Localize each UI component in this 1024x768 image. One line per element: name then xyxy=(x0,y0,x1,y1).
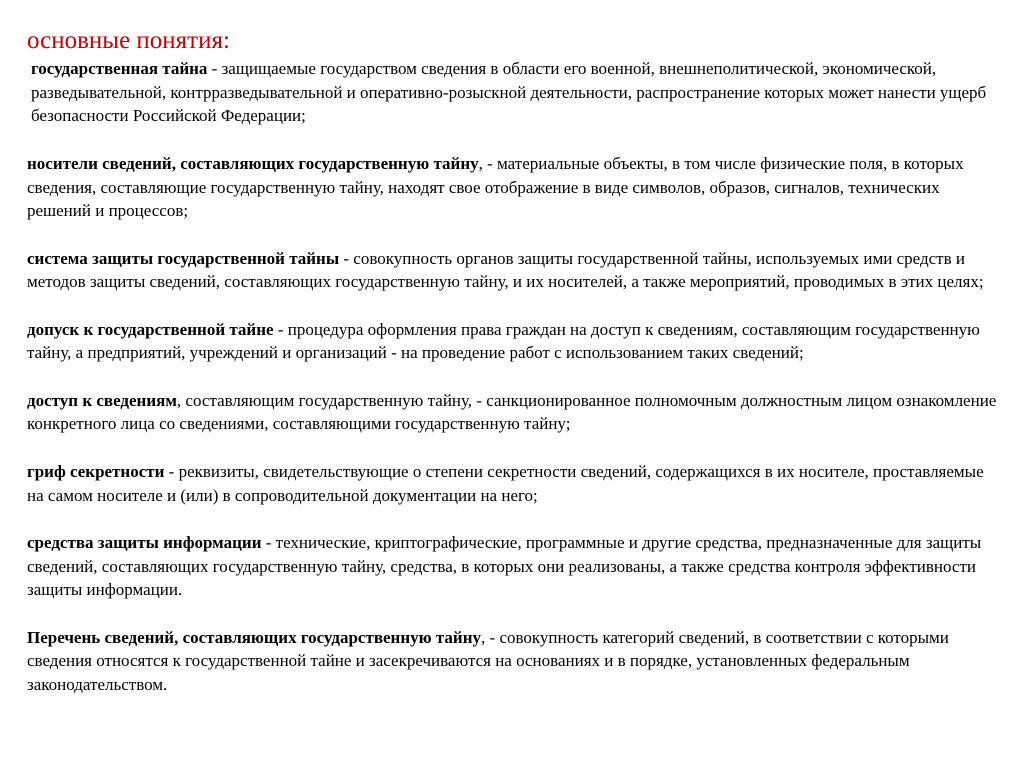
definition-access xyxy=(27,389,1002,436)
definition-text: , - материальные объекты, в том числе физические поля, в которых сведения, составляющие государственную тайну, находят свое отображение в виде символов, образов, сигналов, технических решений и процессов; xyxy=(27,153,964,221)
definition-protection-means xyxy=(27,531,1002,602)
definition-text: - реквизиты, свидетельствующие о степени секретности сведений, содержащихся в их носителе, проставляемые на самом носителе и (или) в сопроводительной документации на него; xyxy=(27,461,984,505)
definition-protection-system xyxy=(27,247,1002,294)
definition-text: - технические, криптографические, программные и другие средства, предназначенные для защиты сведений, составляющих государственную тайну, средства, в которых они реализованы, а также средства контроля эффективности защиты информации. xyxy=(27,532,982,600)
definition-term: Перечень сведений, составляющих государственную тайну xyxy=(27,627,482,647)
definition-text: - совокупность органов защиты государственной тайны, используемых ими средств и методов защиты сведений, составляющих государственную тайну, и их носителей, а также мероприятий, проводимых в этих целях; xyxy=(27,248,984,292)
definition-term: допуск к государственной тайне xyxy=(27,319,274,339)
definition-text: , - совокупность категорий сведений, в соответствии с которыми сведения относятся к государственной тайне и засекречиваются на основаниях и в порядке, установленных федеральным законодательством. xyxy=(27,627,949,695)
definition-term: государственная тайна xyxy=(31,59,208,78)
definition-term: средства защиты информации xyxy=(27,532,262,552)
definition-classification-mark xyxy=(27,460,1002,507)
slide-title: основные понятия: xyxy=(27,27,230,54)
definition-text: - защищаемые государством сведения в области его военной, внешнеполитической, экономической, разведывательной, контрразведывательной и оперативно-розыскной деятельности, распространение которых может нанести ущерб безопасности Российской Федерации; xyxy=(31,59,987,126)
definition-term: носители сведений, составляющих государственную тайну xyxy=(27,153,479,173)
definitions-list xyxy=(27,57,1002,697)
definition-clearance xyxy=(27,318,1002,365)
definition-text: - процедура оформления права граждан на доступ к сведениям, составляющим государственную тайну, а предприятий, учреждений и организаций - на проведение работ с использованием таких сведений; xyxy=(27,319,980,363)
definition-state-secret xyxy=(27,57,1002,128)
definition-term: система защиты государственной тайны xyxy=(27,248,340,268)
slide xyxy=(27,26,1002,697)
definition-text: , составляющим государственную тайну, - санкционированное полномочным должностным лицом ознакомление конкретного лица со сведениями, составляющими государственную тайну; xyxy=(27,390,997,434)
definition-term: доступ к сведениям xyxy=(27,390,177,410)
definition-secret-list xyxy=(27,626,1002,697)
definition-term: гриф секретности xyxy=(27,461,165,481)
definition-secret-carriers xyxy=(27,152,1002,223)
